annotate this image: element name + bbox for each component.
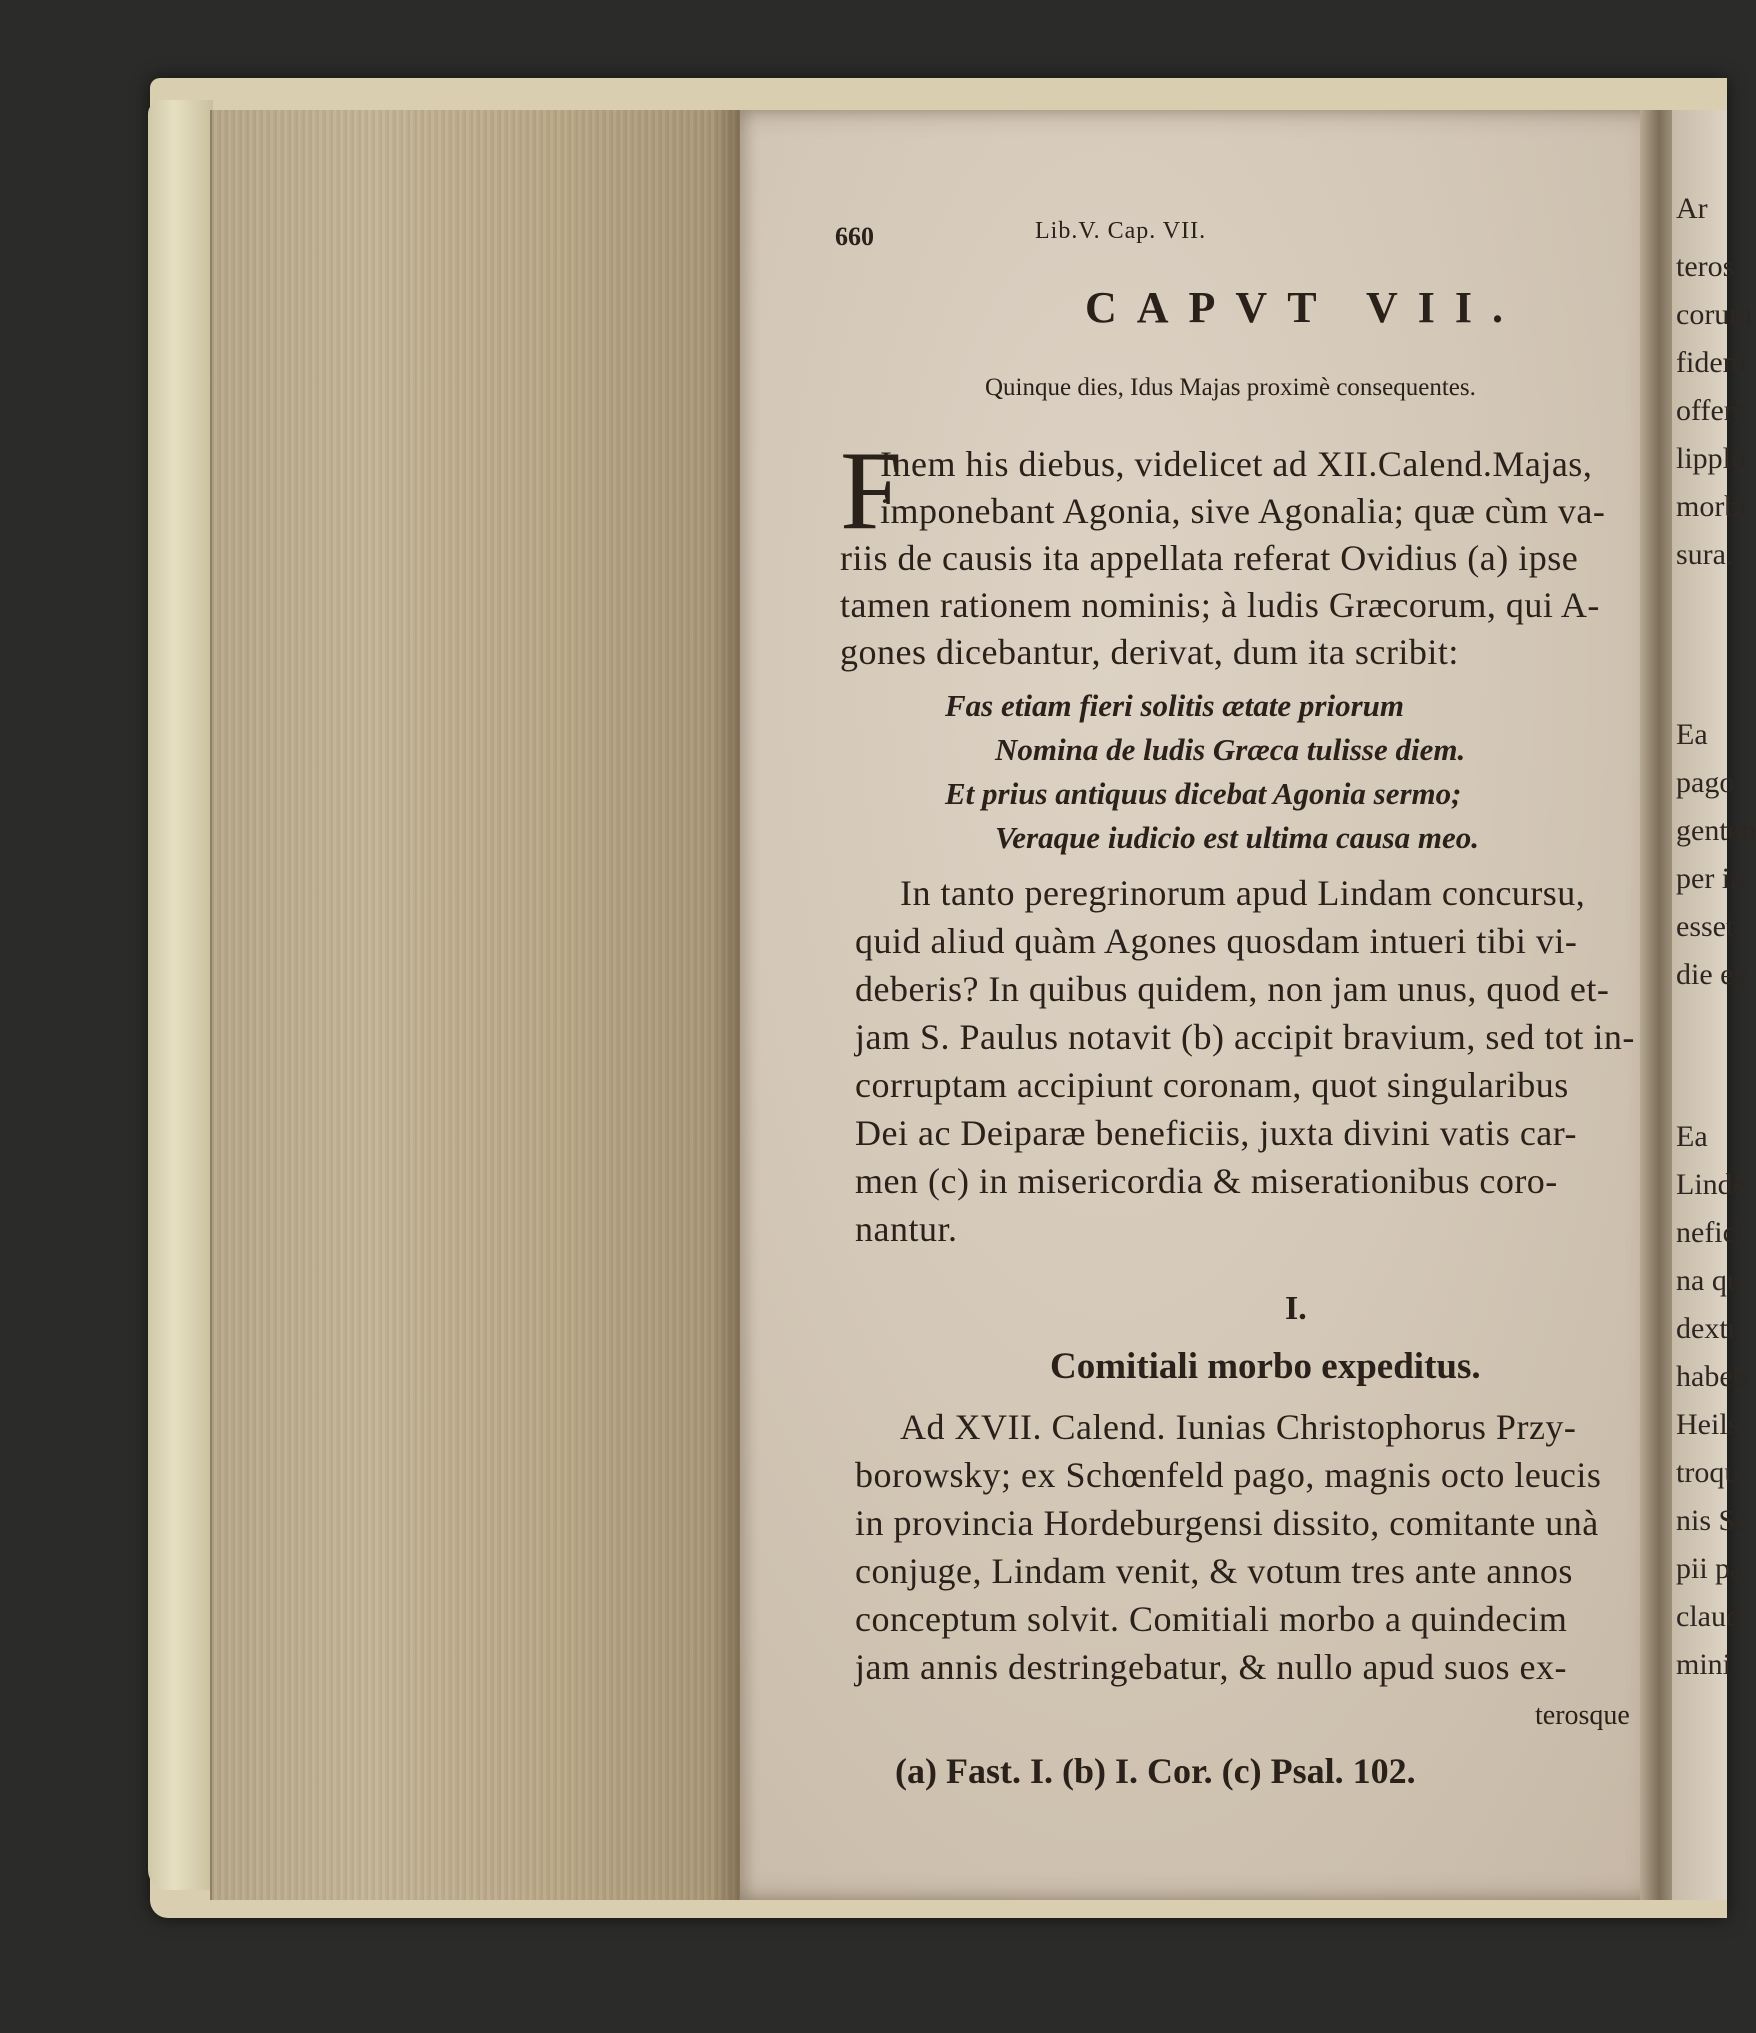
- section-line: jam annis destringebatur, & nullo apud suos ex-: [855, 1647, 1567, 1687]
- body-line: deberis? In quibus quidem, non jam unus, quod et-: [855, 969, 1610, 1009]
- intro-line: imponebant Agonia, sive Agonalia; quæ cùm va-: [880, 491, 1606, 531]
- next-page-fragment: claud: [1676, 1600, 1741, 1633]
- section-number: I.: [1285, 1290, 1307, 1327]
- verse-line: Et prius antiquus dicebat Agonia sermo;: [945, 776, 1462, 811]
- body-line: men (c) in misericordia & miserationibus coro-: [855, 1161, 1558, 1201]
- verse-line: Nomina de ludis Græca tulisse diem.: [995, 732, 1466, 767]
- next-page-fragment: dextr: [1676, 1312, 1738, 1345]
- next-page-fragment: nefici: [1676, 1216, 1745, 1249]
- page-number: 660: [835, 222, 874, 251]
- next-page-fragment: die eg: [1676, 958, 1749, 991]
- next-page-fragment: corum: [1676, 298, 1753, 331]
- next-page-fragment: pii pa: [1676, 1552, 1744, 1585]
- catchword: terosque: [1535, 1700, 1630, 1731]
- chapter-title: CAPVT VII.: [1085, 283, 1523, 332]
- body-line: jam S. Paulus notavit (b) accipit bravium, sed tot in-: [855, 1017, 1635, 1057]
- next-page-fragment: mini: [1676, 1648, 1732, 1681]
- next-page-fragment: Ar: [1676, 192, 1708, 225]
- intro-line: tamen rationem nominis; à ludis Græcorum, qui A-: [840, 585, 1600, 625]
- next-page-fragment: per in: [1676, 862, 1746, 895]
- next-page-fragment: nis Sc: [1676, 1504, 1749, 1537]
- chapter-subtitle: Quinque dies, Idus Majas proximè consequentes.: [985, 374, 1476, 401]
- verse-line: Veraque iudicio est ultima causa meo.: [995, 820, 1479, 855]
- next-page-fragment: troqu: [1676, 1456, 1740, 1489]
- section-line: conjuge, Lindam venit, & votum tres ante annos: [855, 1551, 1573, 1591]
- next-page-fragment: lipplu: [1676, 442, 1747, 475]
- next-page-fragment: na qu: [1676, 1264, 1742, 1297]
- section-line: in provincia Hordeburgensi dissito, comitante unà: [855, 1503, 1599, 1543]
- next-page-fragment: Ea: [1676, 718, 1708, 751]
- intro-line: Inem his diebus, videlicet ad XII.Calend.Majas,: [880, 444, 1593, 484]
- section-line: Ad XVII. Calend. Iunias Christophorus Przy-: [900, 1407, 1577, 1447]
- running-head: Lib.V. Cap. VII.: [1035, 218, 1207, 244]
- section-line: conceptum solvit. Comitiali morbo a quindecim: [855, 1599, 1568, 1639]
- verse-line: Fas etiam fieri solitis ætate priorum: [945, 688, 1405, 723]
- next-page-fragment: genten: [1676, 814, 1756, 847]
- body-line: nantur.: [855, 1209, 958, 1249]
- next-page-fragment: Ea: [1676, 1120, 1708, 1153]
- body-line: quid aliud quàm Agones quosdam intueri tibi vi-: [855, 921, 1578, 961]
- next-page-fragment: Linde: [1676, 1168, 1746, 1201]
- book-spine-edge: [148, 100, 213, 1890]
- next-page-fragment: pago: [1676, 766, 1735, 799]
- next-page-fragment: sura.: [1676, 538, 1734, 571]
- intro-line: riis de causis ita appellata referat Ovidius (a) ipse: [840, 538, 1579, 578]
- book-gutter: [1640, 110, 1675, 1900]
- intro-line: gones dicebantur, derivat, dum ita scribit:: [840, 632, 1459, 672]
- body-line: In tanto peregrinorum apud Lindam concursu,: [900, 873, 1586, 913]
- next-page-fragment: habeb: [1676, 1360, 1748, 1393]
- left-page: [740, 110, 1665, 1900]
- footnote: (a) Fast. I. (b) I. Cor. (c) Psal. 102.: [895, 1751, 1416, 1791]
- next-page-fragment: teros: [1676, 250, 1735, 283]
- drop-cap: F: [840, 429, 903, 553]
- next-page-fragment: fidem: [1676, 346, 1746, 379]
- section-title: Comitiali morbo expeditus.: [1050, 1346, 1481, 1387]
- page-fore-edge: [210, 110, 742, 1900]
- body-line: Dei ac Deiparæ beneficiis, juxta divini vatis car-: [855, 1113, 1578, 1153]
- next-page-fragment: Heils: [1676, 1408, 1740, 1441]
- next-page-fragment: morbi: [1676, 490, 1748, 523]
- next-page-edge: [1672, 110, 1756, 1900]
- section-line: borowsky; ex Schœnfeld pago, magnis octo leucis: [855, 1455, 1602, 1495]
- next-page-fragment: offere: [1676, 394, 1748, 427]
- next-page-fragment: esset,: [1676, 910, 1742, 943]
- body-line: corruptam accipiunt coronam, quot singularibus: [855, 1065, 1569, 1105]
